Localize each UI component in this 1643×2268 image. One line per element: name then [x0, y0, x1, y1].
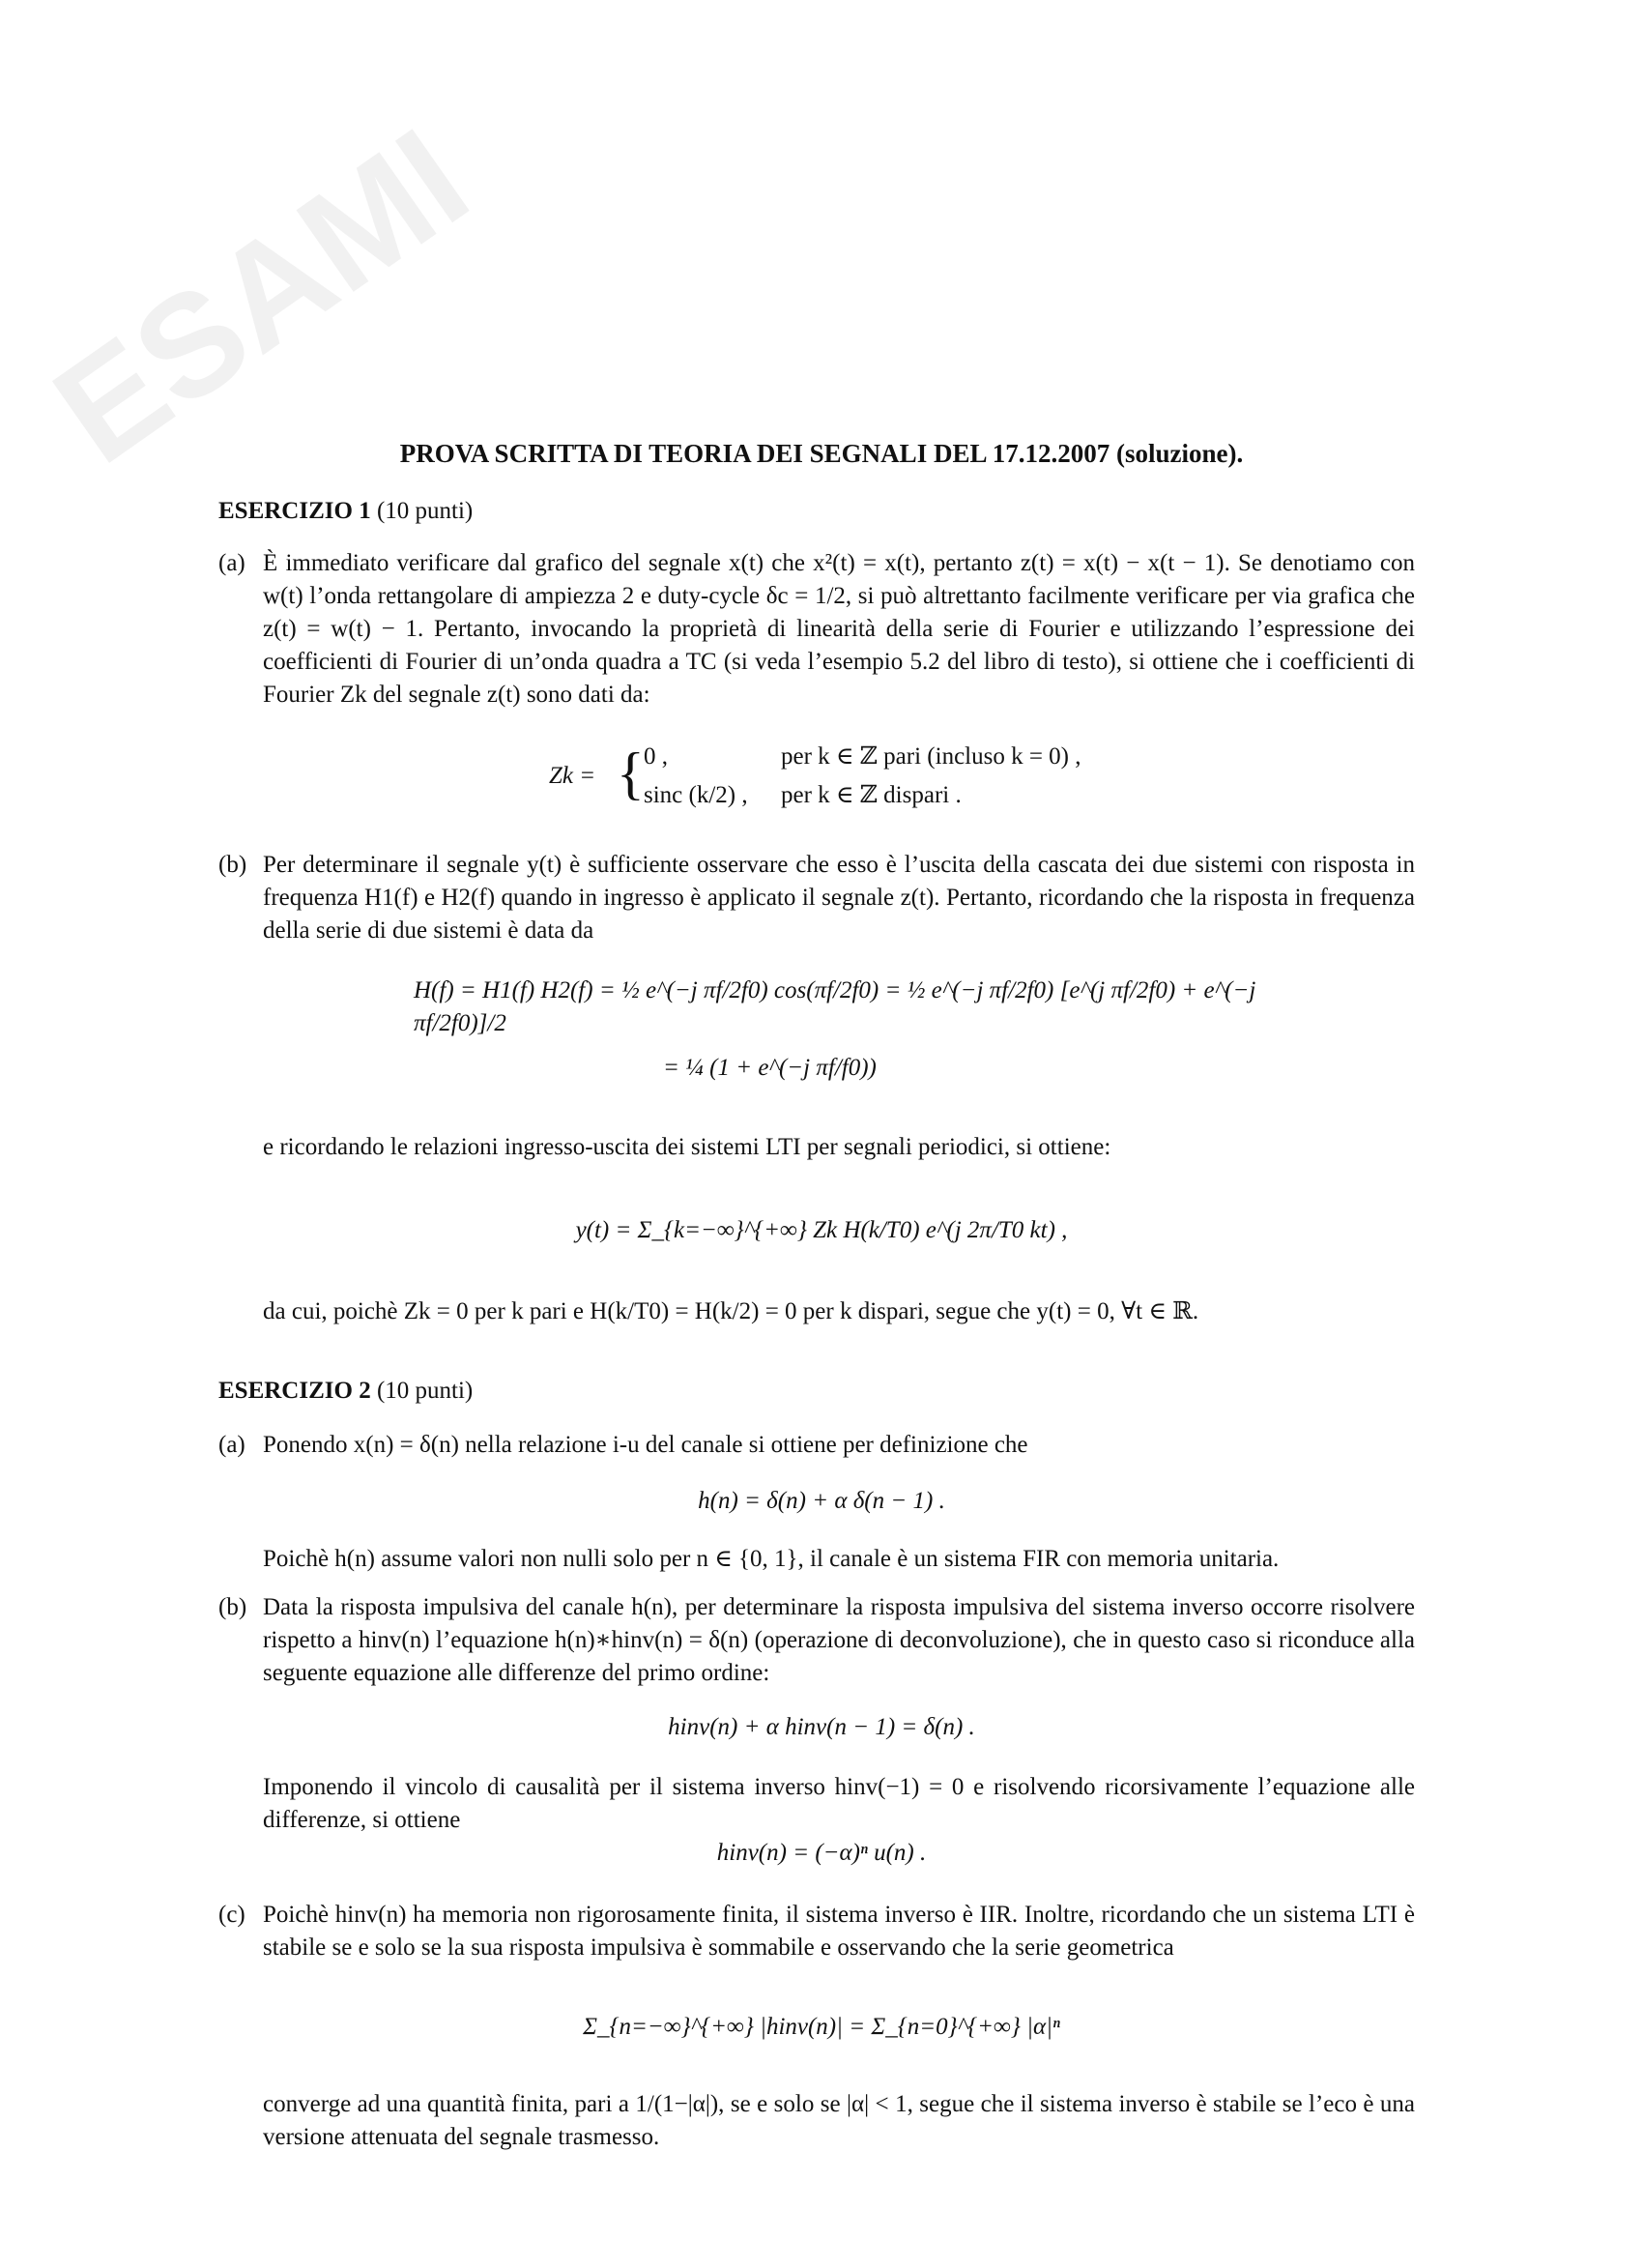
exercise-2-heading: [218, 1375, 473, 1408]
ex2-item-c-label: (c): [218, 1902, 245, 1928]
exercise-2-points: (10 punti): [376, 1378, 474, 1404]
ex2-item-a-text2: Poichè h(n) assume valori non nulli solo per n ∈ {0, 1}, il canale è un sistema FIR con memoria unitaria.: [263, 1546, 1280, 1572]
ex1-item-a-label: (a): [218, 550, 245, 576]
left-brace: {: [617, 741, 645, 805]
ex2-item-c-text2: converge ad una quantità finita, pari a 1/(1−|α|), se e solo se |α| < 1, segue che il sistema inverso è stabile se l’eco è una versione attenuata del segnale trasmesso.: [263, 2091, 1415, 2150]
ex2-item-a-label: (a): [218, 1432, 245, 1458]
page-title: PROVA SCRITTA DI TEORIA DEI SEGNALI DEL 17.12.2007 (soluzione).: [399, 439, 1244, 468]
exercise-1-points: (10 punti): [376, 498, 474, 524]
zk-lhs: Zk =: [549, 763, 596, 789]
zk-case2-condition: per k ∈ ℤ dispari .: [781, 782, 962, 808]
ex2-item-b-text2: Imponendo il vincolo di causalità per il sistema inverso hinv(−1) = 0 e risolvendo ricorsivamente l’equazione alle differenze, si ottiene: [263, 1774, 1415, 1833]
ex1-item-a-text: È immediato verificare dal grafico del segnale x(t) che x²(t) = x(t), pertanto z(t) = x(t) − x(t − 1). Se denotiamo con w(t) l’onda rettangolare di ampiezza 2 e duty-cycle δc = 1/2, si può altrettanto facilmente verificare per via grafica che z(t) = w(t) − 1. Pertanto, invocando la proprietà di linearità della serie di Fourier e utilizzando l’espressione dei coefficienti di Fourier di un’onda quadra a TC (si veda l’esempio 5.2 del libro di testo), si ottiene che i coefficienti di Fourier Zk del segnale z(t) sono dati da:: [263, 550, 1415, 708]
yt-equation: y(t) = Σ_{k=−∞}^{+∞} Zk H(k/T0) e^(j 2π/T0 kt) ,: [575, 1217, 1068, 1243]
hinv-difference-equation: hinv(n) + α hinv(n − 1) = δ(n) .: [668, 1714, 975, 1740]
ex1-item-b-text2: e ricordando le relazioni ingresso-uscita dei sistemi LTI per segnali periodici, si ottiene:: [263, 1134, 1111, 1160]
geometric-series-equation: Σ_{n=−∞}^{+∞} |hinv(n)| = Σ_{n=0}^{+∞} |α|ⁿ: [583, 2014, 1060, 2040]
exercise-2-title: ESERCIZIO 2: [218, 1378, 371, 1404]
exercise-1-title: ESERCIZIO 1: [218, 498, 371, 524]
zk-case2-value: sinc (k/2) ,: [644, 782, 748, 808]
ex1-item-b-text: Per determinare il segnale y(t) è sufficiente osservare che esso è l’uscita della cascata dei due sistemi con risposta in frequenza H1(f) e H2(f) quando in ingresso è applicato il segnale z(t). Pertanto, ricordando che la risposta in frequenza della serie di due sistemi è data da: [263, 852, 1415, 944]
ex2-item-a-text: Ponendo x(n) = δ(n) nella relazione i-u del canale si ottiene per definizione che: [263, 1432, 1028, 1458]
hn-equation: h(n) = δ(n) + α δ(n − 1) .: [698, 1488, 945, 1514]
hf-equation-line1: H(f) = H1(f) H2(f) = ½ e^(−j πf/2f0) cos(πf/2f0) = ½ e^(−j πf/2f0) [e^(j πf/2f0) + e^(−j πf/2f0)]/2: [414, 977, 1256, 1036]
watermark: ESAMI: [25, 97, 496, 494]
ex2-item-b-label: (b): [218, 1594, 247, 1620]
ex2-item-b-text: Data la risposta impulsiva del canale h(n), per determinare la risposta impulsiva del sistema inverso occorre risolvere rispetto a hinv(n) l’equazione h(n)∗hinv(n) = δ(n) (operazione di deconvoluzione), che in questo caso si riconduce alla seguente equazione alle differenze del primo ordine:: [263, 1594, 1415, 1686]
ex2-item-c-text: Poichè hinv(n) ha memoria non rigorosamente finita, il sistema inverso è IIR. Inoltre, ricordando che un sistema LTI è stabile se e solo se la sua risposta impulsiva è sommabile e osservando che la serie geometrica: [263, 1902, 1415, 1961]
zk-case1-value: 0 ,: [644, 743, 668, 770]
ex1-item-b-label: (b): [218, 852, 247, 878]
exercise-1-heading: [218, 495, 473, 528]
ex1-item-b-text3: da cui, poichè Zk = 0 per k pari e H(k/T0) = H(k/2) = 0 per k dispari, segue che y(t) = 0, ∀t ∈ ℝ.: [263, 1298, 1199, 1324]
zk-equation: [549, 735, 1167, 822]
hinv-solution-equation: hinv(n) = (−α)ⁿ u(n) .: [716, 1840, 927, 1866]
zk-case1-condition: per k ∈ ℤ pari (incluso k = 0) ,: [781, 743, 1081, 770]
hf-equation-line2: = ¼ (1 + e^(−j πf/f0)): [663, 1055, 877, 1081]
